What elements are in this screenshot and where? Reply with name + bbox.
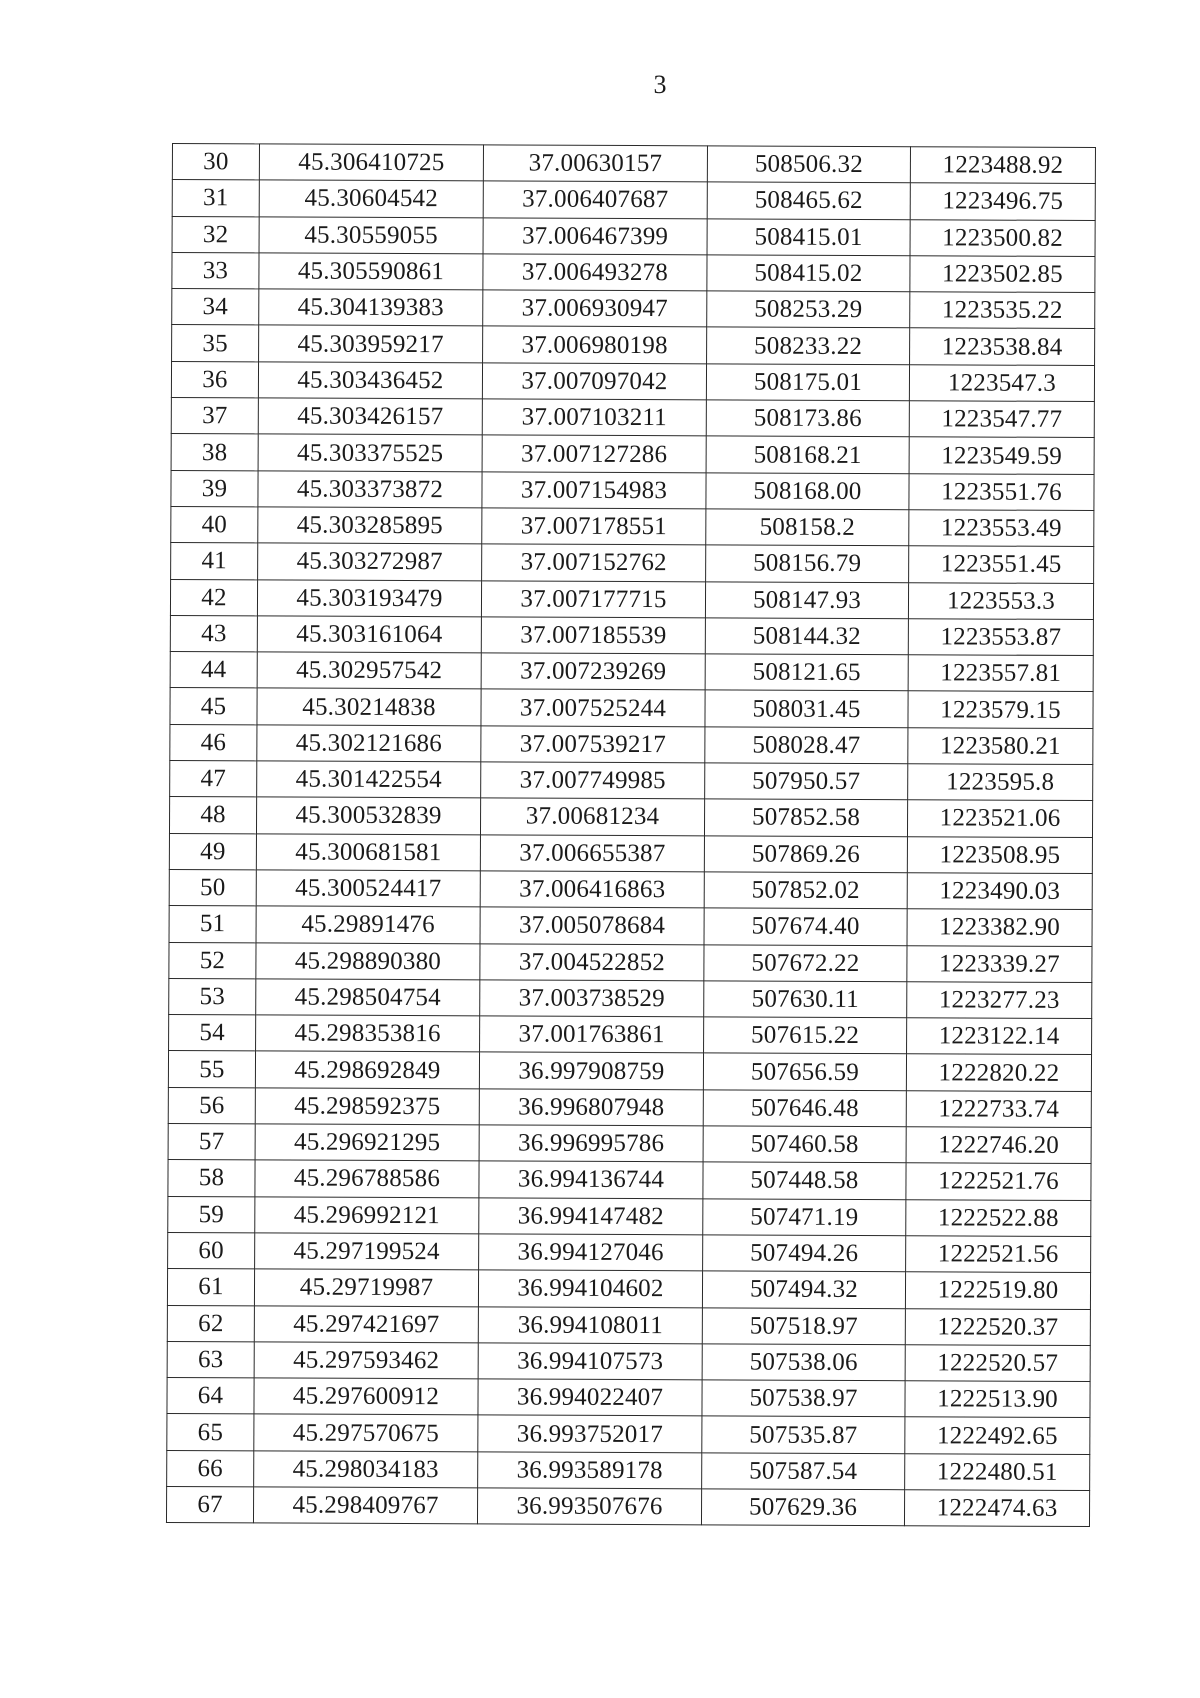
- point-number-cell: 39: [171, 470, 258, 507]
- latitude-cell: 45.298034183: [254, 1451, 478, 1488]
- table-row: [171, 470, 1094, 510]
- table-row: [172, 325, 1095, 365]
- y-coordinate-cell: 1222480.51: [905, 1453, 1090, 1490]
- x-coordinate-cell: 507869.26: [704, 835, 907, 872]
- table-row: [170, 761, 1093, 801]
- longitude-cell: 36.996995786: [479, 1125, 703, 1162]
- y-coordinate-cell: 1223382.90: [907, 909, 1092, 946]
- x-coordinate-cell: 508144.32: [705, 618, 908, 655]
- latitude-cell: 45.303436452: [258, 362, 482, 399]
- latitude-cell: 45.302957542: [257, 652, 481, 689]
- point-number-cell: 37: [171, 398, 258, 435]
- latitude-cell: 45.303161064: [257, 616, 481, 653]
- table-row: [169, 978, 1092, 1018]
- x-coordinate-cell: 507538.97: [702, 1380, 905, 1417]
- longitude-cell: 36.993507676: [477, 1488, 701, 1525]
- latitude-cell: 45.297600912: [254, 1378, 478, 1415]
- latitude-cell: 45.298592375: [255, 1088, 479, 1125]
- point-number-cell: 59: [168, 1196, 255, 1233]
- latitude-cell: 45.301422554: [257, 761, 481, 798]
- page-number: 3: [653, 70, 667, 99]
- point-number-cell: 53: [169, 978, 256, 1015]
- point-number-cell: 30: [172, 144, 259, 181]
- table-row: [172, 216, 1095, 256]
- point-number-cell: 35: [172, 325, 259, 362]
- point-number-cell: 46: [170, 724, 257, 761]
- point-number-cell: 49: [169, 833, 256, 870]
- table-row: [169, 833, 1092, 873]
- longitude-cell: 36.997908759: [479, 1052, 703, 1089]
- point-number-cell: 55: [168, 1051, 255, 1088]
- table-row: [167, 1414, 1090, 1454]
- point-number-cell: 31: [172, 180, 259, 217]
- y-coordinate-cell: 1223549.59: [909, 437, 1094, 474]
- y-coordinate-cell: 1222521.56: [906, 1236, 1091, 1273]
- latitude-cell: 45.29719987: [254, 1269, 478, 1306]
- y-coordinate-cell: 1223490.03: [907, 873, 1092, 910]
- table-row: [168, 1124, 1091, 1164]
- latitude-cell: 45.306410725: [259, 144, 483, 181]
- point-number-cell: 57: [168, 1124, 255, 1161]
- table-row: [166, 1486, 1089, 1526]
- latitude-cell: 45.303375525: [258, 434, 482, 471]
- longitude-cell: 37.007127286: [482, 435, 706, 472]
- point-number-cell: 67: [166, 1486, 253, 1523]
- table-row: [168, 1087, 1091, 1127]
- x-coordinate-cell: 508168.00: [706, 473, 909, 510]
- longitude-cell: 37.007103211: [482, 399, 706, 436]
- y-coordinate-cell: 1222520.37: [905, 1308, 1090, 1345]
- longitude-cell: 36.994022407: [478, 1379, 702, 1416]
- longitude-cell: 36.994107573: [478, 1343, 702, 1380]
- point-number-cell: 43: [170, 615, 257, 652]
- point-number-cell: 64: [167, 1378, 254, 1415]
- point-number-cell: 33: [172, 252, 259, 289]
- y-coordinate-cell: 1223277.23: [907, 982, 1092, 1019]
- latitude-cell: 45.298692849: [255, 1051, 479, 1088]
- longitude-cell: 37.006407687: [483, 181, 707, 218]
- table-row: [171, 361, 1094, 401]
- longitude-cell: 37.007539217: [481, 726, 705, 763]
- longitude-cell: 37.007097042: [482, 363, 706, 400]
- y-coordinate-cell: 1223496.75: [910, 183, 1095, 220]
- x-coordinate-cell: 507646.48: [703, 1090, 906, 1127]
- longitude-cell: 37.007152762: [482, 544, 706, 581]
- table-row: [169, 942, 1092, 982]
- x-coordinate-cell: 507448.58: [703, 1162, 906, 1199]
- latitude-cell: 45.300681581: [256, 834, 480, 871]
- x-coordinate-cell: 508028.47: [705, 727, 908, 764]
- x-coordinate-cell: 507518.97: [702, 1307, 905, 1344]
- longitude-cell: 37.006980198: [483, 326, 707, 363]
- longitude-cell: 37.006467399: [483, 217, 707, 254]
- longitude-cell: 37.00681234: [480, 798, 704, 835]
- table-row: [170, 724, 1093, 764]
- longitude-cell: 37.001763861: [480, 1016, 704, 1053]
- x-coordinate-cell: 507471.19: [703, 1198, 906, 1235]
- latitude-cell: 45.303193479: [257, 579, 481, 616]
- point-number-cell: 32: [172, 216, 259, 253]
- x-coordinate-cell: 507674.40: [704, 908, 907, 945]
- x-coordinate-cell: 508173.86: [706, 400, 909, 437]
- x-coordinate-cell: 507950.57: [705, 763, 908, 800]
- point-number-cell: 65: [167, 1414, 254, 1451]
- table-row: [171, 506, 1094, 546]
- table-row: [170, 579, 1093, 619]
- x-coordinate-cell: 508158.2: [706, 509, 909, 546]
- point-number-cell: 66: [167, 1450, 254, 1487]
- point-number-cell: 48: [169, 797, 256, 834]
- longitude-cell: 37.004522852: [480, 943, 704, 980]
- y-coordinate-cell: 1223508.95: [907, 836, 1092, 873]
- x-coordinate-cell: 508415.02: [707, 255, 910, 292]
- point-number-cell: 63: [167, 1341, 254, 1378]
- longitude-cell: 37.007749985: [481, 762, 705, 799]
- x-coordinate-cell: 507494.32: [702, 1271, 905, 1308]
- x-coordinate-cell: 507672.22: [704, 944, 907, 981]
- table-row: [167, 1305, 1090, 1345]
- latitude-cell: 45.303426157: [258, 398, 482, 435]
- y-coordinate-cell: 1223547.77: [909, 401, 1094, 438]
- y-coordinate-cell: 1223502.85: [910, 256, 1095, 293]
- x-coordinate-cell: 507538.06: [702, 1344, 905, 1381]
- y-coordinate-cell: 1223500.82: [910, 219, 1095, 256]
- longitude-cell: 37.003738529: [480, 980, 704, 1017]
- point-number-cell: 41: [171, 543, 258, 580]
- latitude-cell: 45.303272987: [258, 543, 482, 580]
- latitude-cell: 45.298890380: [256, 942, 480, 979]
- latitude-cell: 45.30214838: [257, 688, 481, 725]
- longitude-cell: 36.993589178: [478, 1452, 702, 1489]
- y-coordinate-cell: 1223547.3: [909, 365, 1094, 402]
- longitude-cell: 37.005078684: [480, 907, 704, 944]
- y-coordinate-cell: 1222746.20: [906, 1127, 1091, 1164]
- x-coordinate-cell: 507852.02: [704, 872, 907, 909]
- y-coordinate-cell: 1222519.80: [905, 1272, 1090, 1309]
- latitude-cell: 45.298504754: [256, 979, 480, 1016]
- point-number-cell: 60: [168, 1232, 255, 1269]
- y-coordinate-cell: 1222733.74: [906, 1090, 1091, 1127]
- y-coordinate-cell: 1223553.3: [908, 582, 1093, 619]
- point-number-cell: 56: [168, 1087, 255, 1124]
- latitude-cell: 45.302121686: [257, 725, 481, 762]
- y-coordinate-cell: 1223580.21: [908, 727, 1093, 764]
- x-coordinate-cell: 508121.65: [705, 654, 908, 691]
- table-row: [170, 688, 1093, 728]
- table-row: [167, 1341, 1090, 1381]
- point-number-cell: 38: [171, 434, 258, 471]
- y-coordinate-cell: 1223579.15: [908, 691, 1093, 728]
- point-number-cell: 36: [171, 361, 258, 398]
- latitude-cell: 45.296788586: [255, 1160, 479, 1197]
- x-coordinate-cell: 508465.62: [707, 182, 910, 219]
- point-number-cell: 45: [170, 688, 257, 725]
- table-row: [171, 543, 1094, 583]
- longitude-cell: 36.994147482: [479, 1197, 703, 1234]
- latitude-cell: 45.296992121: [255, 1196, 479, 1233]
- y-coordinate-cell: 1222522.88: [906, 1199, 1091, 1236]
- y-coordinate-cell: 1223551.45: [909, 546, 1094, 583]
- point-number-cell: 54: [169, 1015, 256, 1052]
- x-coordinate-cell: 507656.59: [703, 1053, 906, 1090]
- point-number-cell: 42: [170, 579, 257, 616]
- latitude-cell: 45.297421697: [254, 1305, 478, 1342]
- table-row: [168, 1051, 1091, 1091]
- table-row: [167, 1378, 1090, 1418]
- longitude-cell: 36.994108011: [478, 1306, 702, 1343]
- longitude-cell: 37.006655387: [480, 834, 704, 871]
- point-number-cell: 40: [171, 506, 258, 543]
- coordinates-table: [166, 143, 1096, 1527]
- x-coordinate-cell: 508031.45: [705, 690, 908, 727]
- x-coordinate-cell: 507629.36: [701, 1489, 904, 1526]
- latitude-cell: 45.300524417: [256, 870, 480, 907]
- longitude-cell: 37.00630157: [483, 145, 707, 182]
- x-coordinate-cell: 508506.32: [707, 146, 910, 183]
- longitude-cell: 37.007185539: [481, 617, 705, 654]
- latitude-cell: 45.298409767: [253, 1487, 477, 1524]
- longitude-cell: 36.994127046: [479, 1234, 703, 1271]
- point-number-cell: 61: [167, 1269, 254, 1306]
- point-number-cell: 50: [169, 869, 256, 906]
- point-number-cell: 47: [170, 761, 257, 798]
- latitude-cell: 45.303373872: [258, 471, 482, 508]
- longitude-cell: 37.006930947: [483, 290, 707, 327]
- latitude-cell: 45.303959217: [259, 325, 483, 362]
- longitude-cell: 37.007177715: [481, 580, 705, 617]
- x-coordinate-cell: 507460.58: [703, 1126, 906, 1163]
- latitude-cell: 45.297593462: [254, 1342, 478, 1379]
- x-coordinate-cell: 508147.93: [705, 581, 908, 618]
- x-coordinate-cell: 508175.01: [706, 364, 909, 401]
- table-row: [171, 434, 1094, 474]
- y-coordinate-cell: 1223553.87: [908, 619, 1093, 656]
- latitude-cell: 45.297199524: [255, 1233, 479, 1270]
- point-number-cell: 34: [172, 289, 259, 326]
- y-coordinate-cell: 1222820.22: [906, 1054, 1091, 1091]
- y-coordinate-cell: 1223538.84: [910, 328, 1095, 365]
- y-coordinate-cell: 1223521.06: [907, 800, 1092, 837]
- table-row: [167, 1269, 1090, 1309]
- y-coordinate-cell: 1223122.14: [907, 1018, 1092, 1055]
- table-row: [168, 1232, 1091, 1272]
- table-row: [168, 1160, 1091, 1200]
- table-row: [170, 615, 1093, 655]
- longitude-cell: 36.996807948: [479, 1089, 703, 1126]
- y-coordinate-cell: 1223339.27: [907, 945, 1092, 982]
- x-coordinate-cell: 507535.87: [702, 1416, 905, 1453]
- x-coordinate-cell: 507494.26: [703, 1235, 906, 1272]
- point-number-cell: 52: [169, 942, 256, 979]
- x-coordinate-cell: 507630.11: [704, 981, 907, 1018]
- latitude-cell: 45.305590861: [259, 253, 483, 290]
- table-row: [171, 398, 1094, 438]
- coordinates-table-body: [166, 144, 1095, 1527]
- table-row: [169, 1015, 1092, 1055]
- longitude-cell: 36.993752017: [478, 1415, 702, 1452]
- table-row: [172, 252, 1095, 292]
- y-coordinate-cell: 1223557.81: [908, 655, 1093, 692]
- latitude-cell: 45.29891476: [256, 906, 480, 943]
- y-coordinate-cell: 1222521.76: [906, 1163, 1091, 1200]
- latitude-cell: 45.298353816: [256, 1015, 480, 1052]
- latitude-cell: 45.297570675: [254, 1414, 478, 1451]
- y-coordinate-cell: 1222492.65: [905, 1417, 1090, 1454]
- x-coordinate-cell: 507615.22: [704, 1017, 907, 1054]
- latitude-cell: 45.304139383: [259, 289, 483, 326]
- latitude-cell: 45.296921295: [255, 1124, 479, 1161]
- x-coordinate-cell: 508233.22: [707, 327, 910, 364]
- x-coordinate-cell: 507587.54: [702, 1453, 905, 1490]
- x-coordinate-cell: 507852.58: [704, 799, 907, 836]
- point-number-cell: 58: [168, 1160, 255, 1197]
- table-row: [169, 906, 1092, 946]
- y-coordinate-cell: 1223535.22: [910, 292, 1095, 329]
- longitude-cell: 37.007239269: [481, 653, 705, 690]
- longitude-cell: 37.006416863: [480, 871, 704, 908]
- table-row: [172, 144, 1095, 184]
- y-coordinate-cell: 1223488.92: [910, 147, 1095, 184]
- x-coordinate-cell: 508253.29: [707, 291, 910, 328]
- latitude-cell: 45.300532839: [256, 797, 480, 834]
- point-number-cell: 44: [170, 652, 257, 689]
- y-coordinate-cell: 1222474.63: [904, 1490, 1089, 1527]
- longitude-cell: 37.007154983: [482, 472, 706, 509]
- table-row: [168, 1196, 1091, 1236]
- y-coordinate-cell: 1223553.49: [909, 510, 1094, 547]
- longitude-cell: 36.994136744: [479, 1161, 703, 1198]
- longitude-cell: 36.994104602: [478, 1270, 702, 1307]
- y-coordinate-cell: 1223595.8: [908, 764, 1093, 801]
- x-coordinate-cell: 508415.01: [707, 218, 910, 255]
- table-row: [167, 1450, 1090, 1490]
- y-coordinate-cell: 1222513.90: [905, 1381, 1090, 1418]
- table-row: [172, 180, 1095, 220]
- x-coordinate-cell: 508168.21: [706, 436, 909, 473]
- table-row: [170, 652, 1093, 692]
- longitude-cell: 37.007525244: [481, 689, 705, 726]
- x-coordinate-cell: 508156.79: [706, 545, 909, 582]
- table-row: [169, 869, 1092, 909]
- point-number-cell: 51: [169, 906, 256, 943]
- table-row: [172, 289, 1095, 329]
- latitude-cell: 45.30559055: [259, 216, 483, 253]
- longitude-cell: 37.006493278: [483, 254, 707, 291]
- longitude-cell: 37.007178551: [482, 508, 706, 545]
- y-coordinate-cell: 1222520.57: [905, 1345, 1090, 1382]
- table-row: [169, 797, 1092, 837]
- y-coordinate-cell: 1223551.76: [909, 473, 1094, 510]
- latitude-cell: 45.303285895: [258, 507, 482, 544]
- latitude-cell: 45.30604542: [259, 180, 483, 217]
- point-number-cell: 62: [167, 1305, 254, 1342]
